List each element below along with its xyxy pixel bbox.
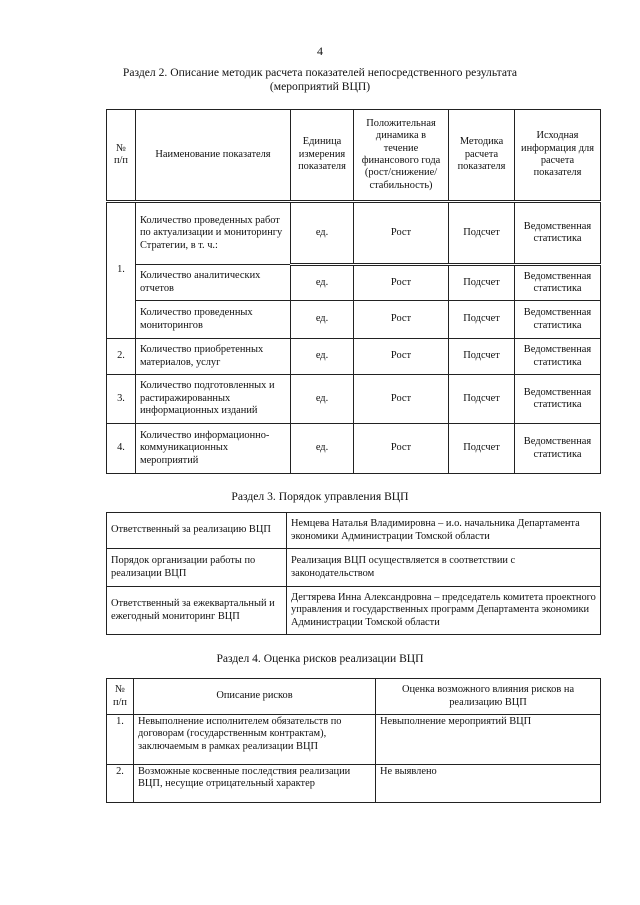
management-value: Немцева Наталья Владимировна – и.о. начальника Департамента экономики Администрации Томской области — [287, 513, 601, 549]
table-row — [107, 339, 601, 375]
cell-dynamics: Рост — [354, 339, 449, 375]
cell-method: Подсчет — [449, 301, 515, 339]
cell-name: Количество проведенных мониторингов — [136, 301, 291, 339]
cell-source: Ведомственная статистика — [515, 375, 601, 424]
table-row — [107, 587, 601, 635]
cell-dynamics: Рост — [354, 301, 449, 339]
cell-source: Ведомственная статистика — [515, 202, 601, 265]
risks-header-impact: Оценка возможного влияния рисков на реализацию ВЦП — [376, 679, 601, 715]
cell-method: Подсчет — [449, 375, 515, 424]
risk-num: 1. — [107, 715, 134, 765]
cell-unit: ед. — [291, 301, 354, 339]
cell-num: 1. — [107, 202, 136, 339]
cell-unit: ед. — [291, 375, 354, 424]
table-row — [107, 765, 601, 803]
cell-method: Подсчет — [449, 424, 515, 474]
cell-unit: ед. — [291, 265, 354, 301]
cell-dynamics: Рост — [354, 202, 449, 265]
cell-method: Подсчет — [449, 339, 515, 375]
cell-dynamics: Рост — [354, 375, 449, 424]
management-label: Порядок организации работы по реализации ВЦП — [107, 549, 287, 587]
risk-description: Возможные косвенные последствия реализации ВЦП, несущие отрицательный характер — [134, 765, 376, 803]
risk-num: 2. — [107, 765, 134, 803]
indicators-header-row — [107, 110, 601, 202]
section4-title: Раздел 4. Оценка рисков реализации ВЦП — [216, 652, 424, 665]
header-unit: Единица измерения показателя — [291, 110, 354, 202]
risks-table — [106, 678, 601, 803]
table-row — [107, 424, 601, 474]
cell-num: 3. — [107, 375, 136, 424]
cell-method: Подсчет — [449, 202, 515, 265]
page-number: 4 — [317, 44, 323, 58]
table-row — [107, 549, 601, 587]
cell-unit: ед. — [291, 202, 354, 265]
cell-dynamics: Рост — [354, 265, 449, 301]
management-table — [106, 512, 601, 635]
table-row — [107, 202, 601, 265]
risks-header-row — [107, 679, 601, 715]
cell-num: 4. — [107, 424, 136, 474]
cell-dynamics: Рост — [354, 424, 449, 474]
cell-source: Ведомственная статистика — [515, 301, 601, 339]
cell-name: Количество проведенных работ по актуализации и мониторингу Стратегии, в т. ч.: — [136, 202, 291, 265]
risks-header-num: № п/п — [107, 679, 134, 715]
table-row — [107, 375, 601, 424]
table-row — [107, 715, 601, 765]
header-method: Методика расчета показателя — [449, 110, 515, 202]
management-value: Реализация ВЦП осуществляется в соответствии с законодательством — [287, 549, 601, 587]
header-name: Наименование показателя — [136, 110, 291, 202]
header-source: Исходная информация для расчета показателя — [515, 110, 601, 202]
risks-header-description: Описание рисков — [134, 679, 376, 715]
cell-unit: ед. — [291, 424, 354, 474]
cell-source: Ведомственная статистика — [515, 265, 601, 301]
cell-name: Количество информационно-коммуникационных мероприятий — [136, 424, 291, 474]
cell-name: Количество подготовленных и растиражированных информационных изданий — [136, 375, 291, 424]
cell-unit: ед. — [291, 339, 354, 375]
header-dynamics: Положительная динамика в течение финансового года (рост/снижение/ стабильность) — [354, 110, 449, 202]
table-row — [107, 265, 601, 301]
management-label: Ответственный за ежеквартальный и ежегодный мониторинг ВЦП — [107, 587, 287, 635]
cell-source: Ведомственная статистика — [515, 424, 601, 474]
risk-impact: Не выявлено — [376, 765, 601, 803]
cell-name: Количество приобретенных материалов, услуг — [136, 339, 291, 375]
section2-title-line2: (мероприятий ВЦП) — [269, 80, 371, 93]
cell-num: 2. — [107, 339, 136, 375]
management-value: Дегтярева Инна Александровна – председатель комитета проектного управления и государственных программ Департамента экономики Администрации Томской области — [287, 587, 601, 635]
section2-title — [60, 66, 580, 94]
table-row — [107, 301, 601, 339]
cell-name: Количество аналитических отчетов — [136, 265, 291, 301]
cell-method: Подсчет — [449, 265, 515, 301]
indicators-table — [106, 109, 601, 474]
risk-impact: Невыполнение мероприятий ВЦП — [376, 715, 601, 765]
table-row — [107, 513, 601, 549]
management-label: Ответственный за реализацию ВЦП — [107, 513, 287, 549]
cell-source: Ведомственная статистика — [515, 339, 601, 375]
risk-description: Невыполнение исполнителем обязательств по договорам (государственным контрактам), заключаемым в рамках реализации ВЦП — [134, 715, 376, 765]
section2-title-line1: Раздел 2. Описание методик расчета показателей непосредственного результата — [122, 66, 518, 79]
section3-title: Раздел 3. Порядок управления ВЦП — [231, 490, 409, 503]
header-num: № п/п — [107, 110, 136, 202]
